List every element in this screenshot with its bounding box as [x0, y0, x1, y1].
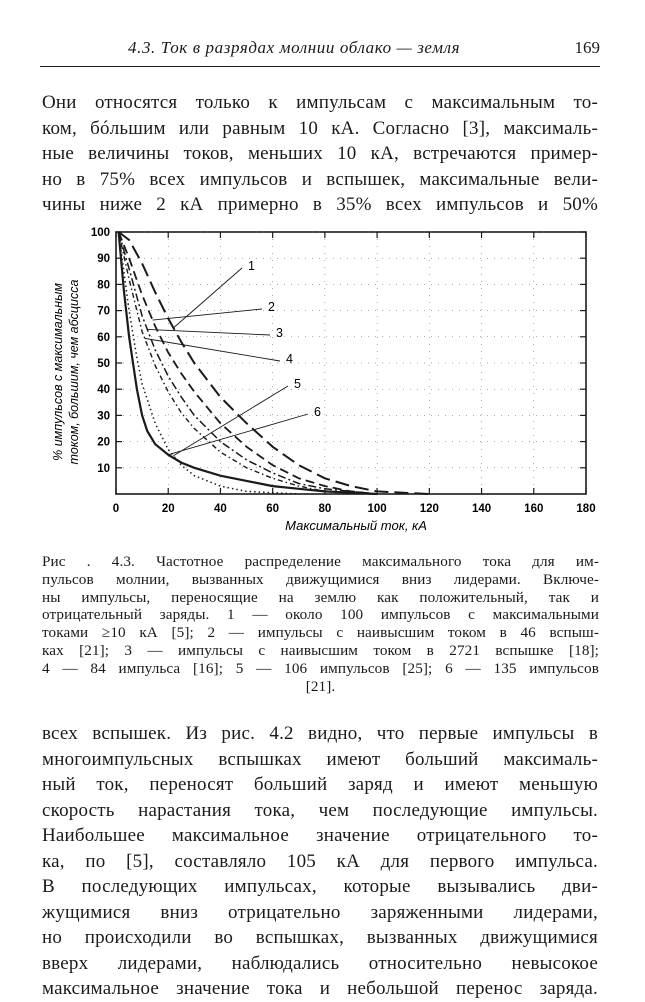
caption-line: отрицательный заряды. 1 — около 100 импульсов с максимальными [42, 606, 599, 624]
text-line: чины ниже 2 кА примерно в 35% всех импульсов и 50% [42, 194, 598, 216]
series-label-2: 2 [268, 300, 275, 314]
x-tick-label: 100 [367, 503, 387, 515]
paragraph-bottom [42, 721, 598, 1002]
caption-line: пульсов молнии, вызванных движущимися вниз лидерами. Включе- [42, 570, 599, 588]
distribution-chart [40, 222, 600, 542]
y-tick-label: 30 [97, 410, 110, 423]
caption-line: [21]. [305, 677, 336, 695]
series-label-6: 6 [314, 405, 321, 419]
figure-caption [42, 553, 599, 695]
text-line: В последующих импульсах, которые вызывались дви- [42, 876, 598, 897]
x-tick-label: 80 [318, 503, 332, 515]
y-tick-label: 90 [97, 253, 110, 266]
text-line: скорость нарастания тока, чем последующие импульсы. [42, 799, 598, 821]
y-tick-label: 100 [90, 227, 110, 239]
text-line: ные величины токов, меньших 10 кА, встречаются пример- [42, 143, 598, 165]
x-tick-label: 120 [419, 503, 439, 515]
caption-line: Рис . 4.3. Частотное распределение максимального тока для им- [42, 553, 599, 570]
y-tick-label: 10 [97, 462, 110, 475]
leader-line-4 [145, 338, 280, 361]
caption-line: токами ≥10 кА [5]; 2 — импульсы с наивысшим током в 46 вспыш- [42, 624, 599, 642]
caption-line: ны импульсы, переносящие на землю как положительный, так и [42, 588, 599, 606]
text-line: всех вспышек. Из рис. 4.2 видно, что первые импульсы в [42, 723, 598, 744]
leader-line-6 [168, 414, 308, 455]
y-axis-label-line-1: % импульсов с максимальным [51, 283, 65, 461]
series-label-3: 3 [276, 326, 283, 340]
text-line: Они относятся только к импульсам с максимальным то- [42, 92, 598, 113]
page-number: 169 [574, 38, 600, 57]
series-label-5: 5 [294, 377, 301, 391]
x-tick-label: 160 [524, 503, 544, 515]
series-label-1: 1 [248, 259, 255, 273]
running-header [40, 38, 600, 62]
series-label-4: 4 [286, 352, 293, 366]
text-line: но происходили во вспышках, вызванных движущимися [42, 927, 598, 948]
running-title: 4.3. Ток в разрядах молнии облако — земля [128, 38, 461, 57]
text-line: ный ток, переносят больший заряд и имеют меньшую [42, 774, 598, 795]
y-tick-label: 40 [97, 384, 110, 397]
header-rule [40, 66, 600, 67]
x-tick-label: 20 [161, 503, 175, 515]
x-tick-label: 180 [576, 503, 596, 515]
leader-line-1 [173, 268, 242, 328]
leader-line-3 [147, 329, 270, 335]
x-tick-label: 0 [112, 503, 120, 515]
x-tick-label: 140 [471, 503, 492, 515]
y-tick-label: 80 [97, 279, 110, 292]
text-line: максимальное значение тока и небольшой перенос заряда. [42, 978, 598, 999]
text-line: ка, по [5], составляло 105 кА для первого импульса. [42, 850, 598, 872]
text-line: жущимися вниз отрицательно заряженными лидерами, [42, 901, 598, 923]
y-axis-label-line-2: током, большим, чем абсцисса [67, 279, 81, 465]
text-line: ком, бóльшим или равным 10 кА. Согласно [3], максималь- [42, 117, 598, 139]
text-line: многоимпульсных вспышках имеют больший максималь- [42, 748, 598, 770]
text-line: вверх лидерами, наблюдались относительно невысокое [42, 952, 598, 974]
text-line: Наибольшее максимальное значение отрицательного то- [42, 825, 598, 846]
y-tick-label: 20 [97, 436, 110, 449]
x-tick-label: 60 [266, 503, 280, 515]
x-tick-label: 40 [214, 503, 227, 515]
y-tick-label: 70 [97, 305, 110, 318]
y-tick-label: 50 [97, 358, 110, 370]
x-axis-label: Максимальный ток, кА [285, 518, 427, 533]
caption-line: 4 — 84 импульса [16]; 5 — 106 импульсов [25]; 6 — 135 импульсов [42, 659, 599, 677]
caption-line: ках [21]; 3 — импульсы с наивысшим током в 2721 вспышке [18]; [42, 641, 599, 659]
y-tick-label: 60 [97, 331, 110, 344]
text-line: но в 75% всех импульсов и вспышек, максимальные вели- [42, 168, 598, 190]
paragraph-top [42, 90, 598, 218]
